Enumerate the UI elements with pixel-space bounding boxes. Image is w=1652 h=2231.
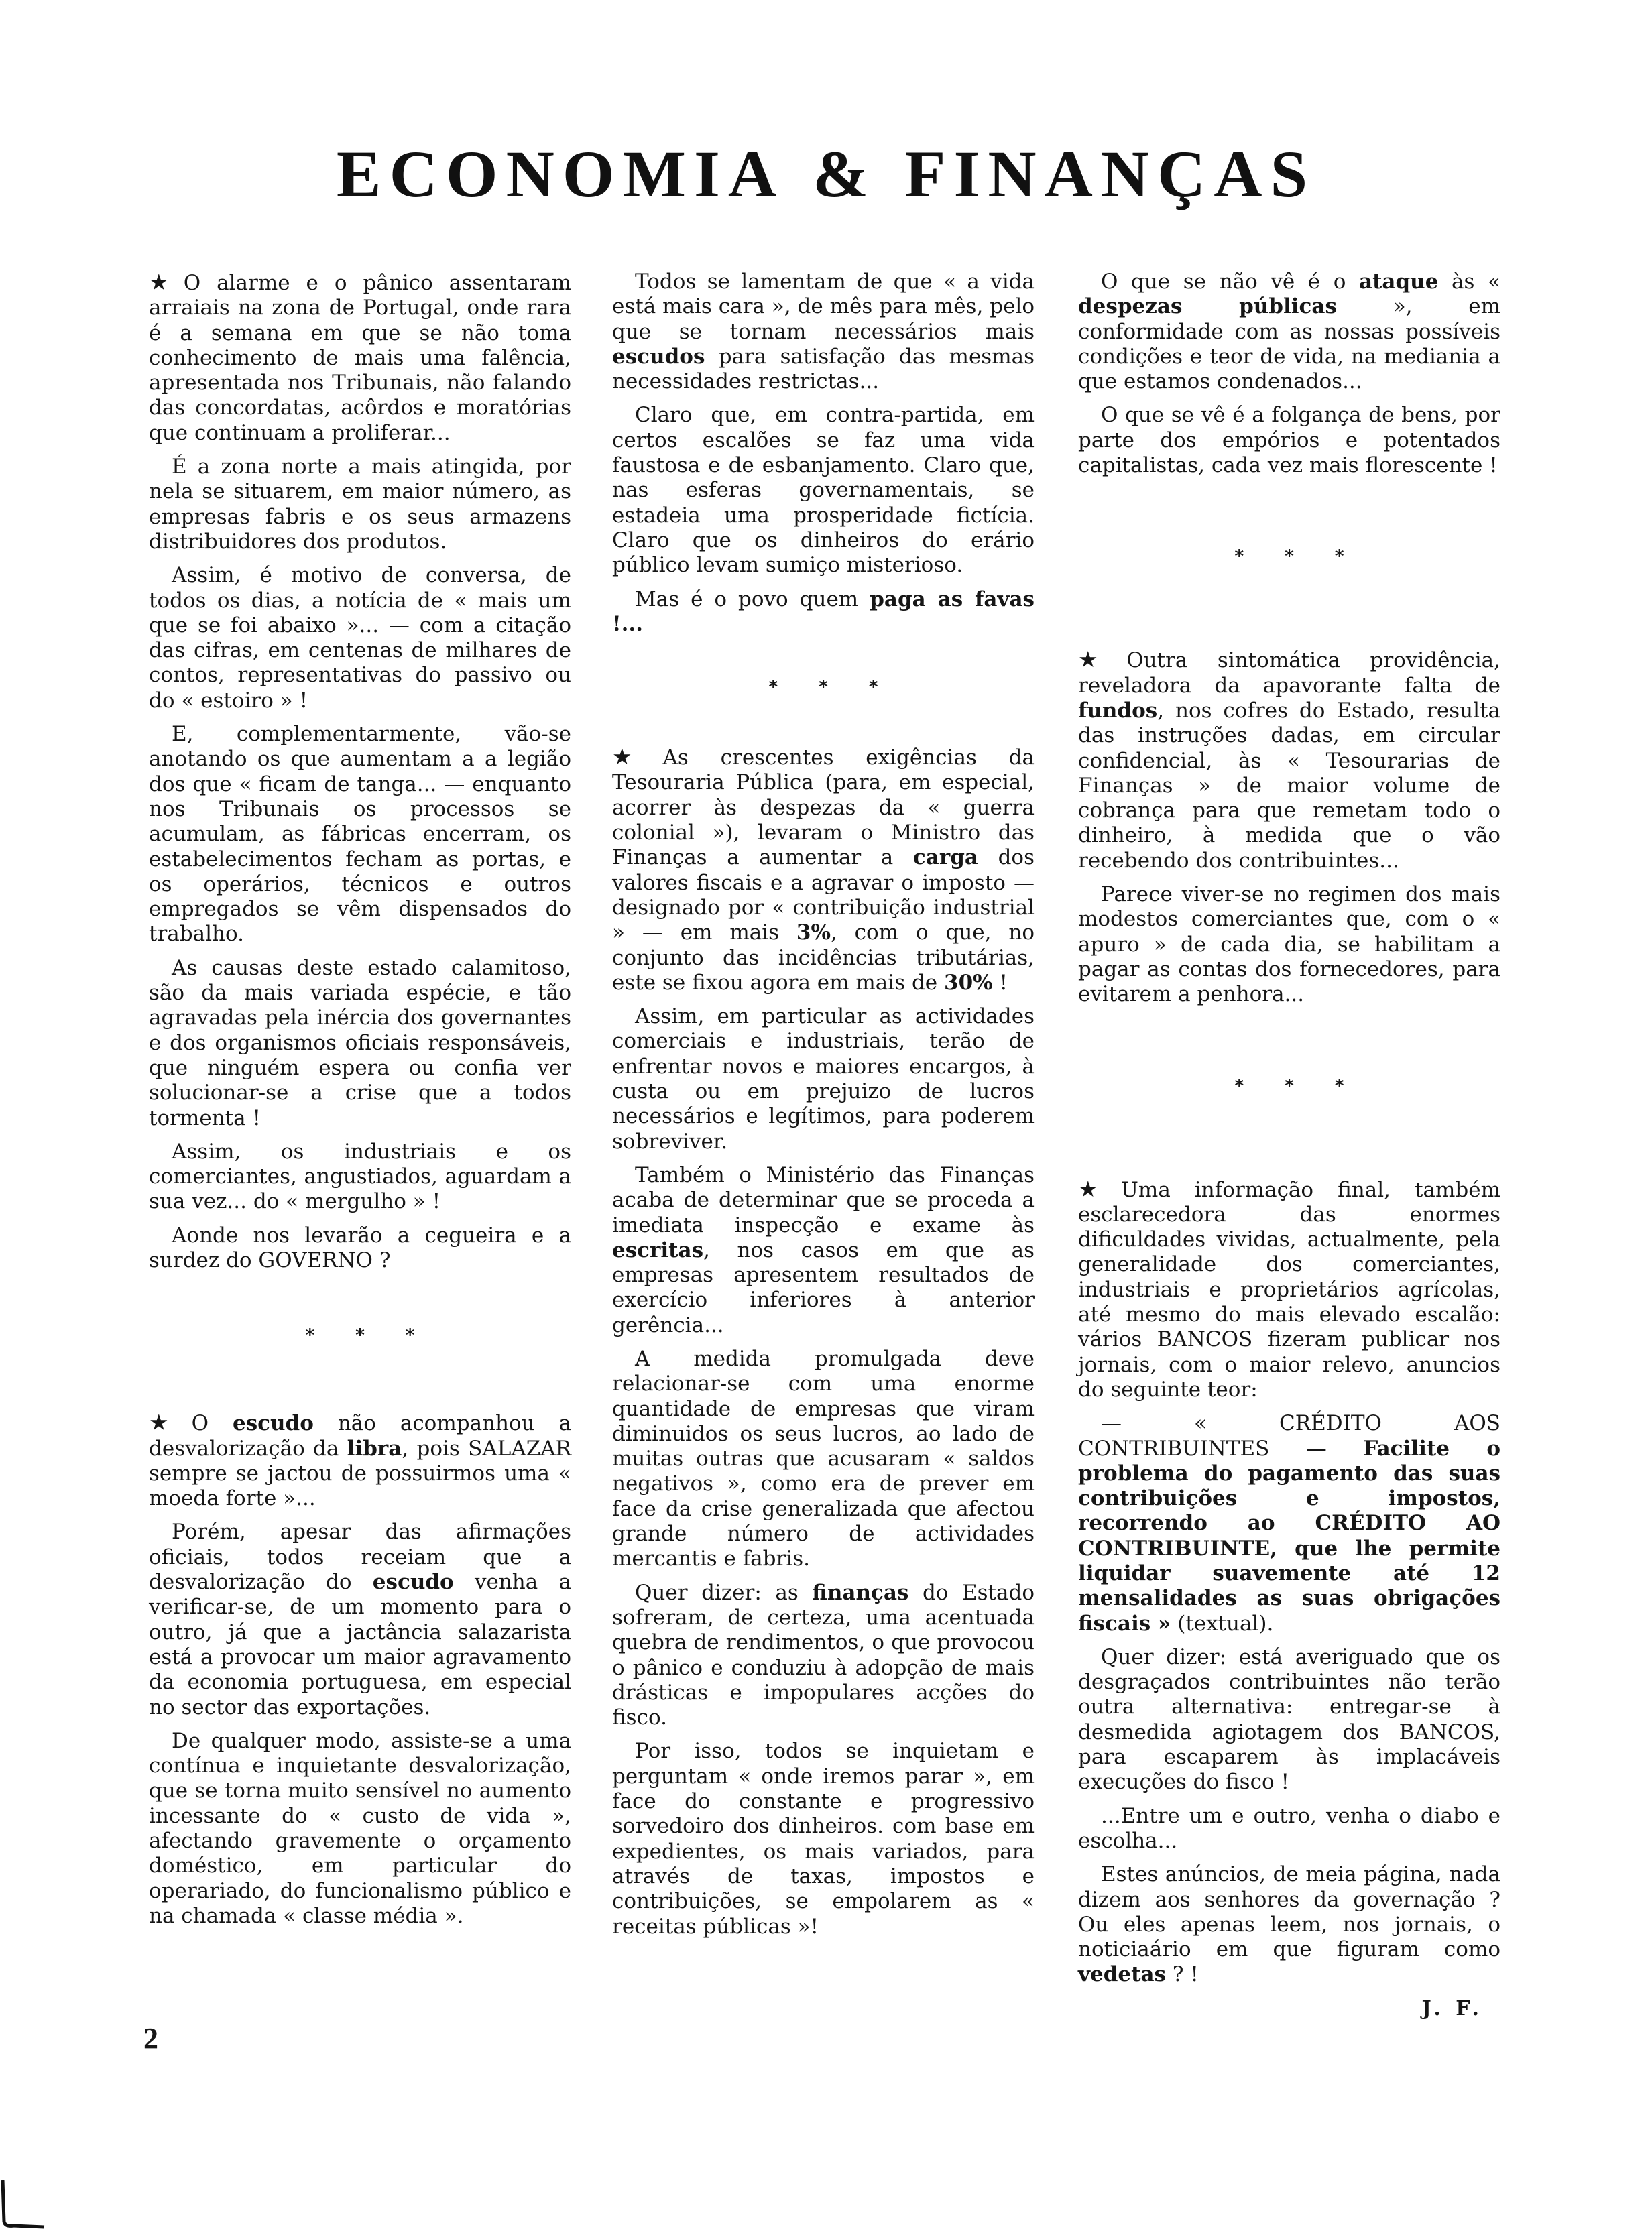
title-financas: FINANÇAS (904, 137, 1316, 211)
section-separator: * * * (1234, 546, 1362, 567)
star-bullet-icon: ★ (1078, 646, 1122, 673)
paragraph: A medida promulgada deve relacionar-se com uma enorme quantidade de empresas que viram diminuidos os seus lucros, ao lado de muitas outras que acusaram « saldos negativos », como era de prever em face da crise generalizada que afectou grande número de actividades mercantis e fabris. (612, 1346, 1035, 1571)
paragraph: E, complementarmente, vão-se anotando os que aumentam a a legião dos que « ficam de tanga... — enquanto nos Tribunais os processos se acumulam, as fábricas encerram, os estabelecimentos fecham as portas, e os operários, técnicos e outros empregados se vêm dispensados do trabalho. (149, 722, 571, 947)
paragraph: ★ Uma informação final, também esclarecedora das enormes dificuldades vividas, actualmente, pela generalidade dos comerciantes, industriais e proprietários agrícolas, até mesmo do mais elevado escalão: vários BANCOS fizeram publicar nos jornais, com o maior relevo, anuncios do seguinte teor: (1078, 1175, 1500, 1402)
paragraph: As causas deste estado calamitoso, são da mais variada espécie, e tão agravadas pela inércia dos governantes e dos organismos oficiais responsáveis, que ninguém espera ou confia ver solucionar-se a crise que a todos tormenta ! (149, 955, 571, 1130)
paragraph: Estes anúncios, de meia página, nada dizem aos senhores da governação ? Ou eles apenas leem, nos jornais, o noticiaário em que figuram como vedetas ? ! (1078, 1862, 1500, 1987)
paragraph: Mas é o povo quem paga as favas !... (612, 587, 1035, 636)
title-ampersand: & (813, 137, 877, 211)
paragraph: De qualquer modo, assiste-se a uma contínua e inquietante desvalorização, que se torna muito sensível no aumento incessante do « custo de vida », afectando gravemente o orçamento doméstico, em particular do operariado, do funcionalismo público e na chamada « classe média ». (149, 1728, 571, 1928)
paragraph: Porém, apesar das afirmações oficiais, todos receiam que a desvalorização do escudo venha a verificar-se, de um momento para o outro, já que a jactância salazarista está a provocar um maior agravamento da economia portuguesa, em especial no sector das exportações. (149, 1520, 571, 1720)
paragraph: ★ O escudo não acompanhou a desvalorização da libra, pois SALAZAR sempre se jactou de possuirmos uma « moeda forte »... (149, 1409, 572, 1511)
page-number: 2 (143, 2022, 158, 2055)
star-bullet-icon: ★ (149, 269, 178, 295)
paragraph: ...Entre um e outro, venha o diabo e escolha... (1078, 1803, 1500, 1853)
paragraph: Aonde nos levarão a cegueira e a surdez do GOVERNO ? (149, 1223, 571, 1272)
page-title (0, 134, 1652, 215)
paragraph: — « CRÉDITO AOS CONTRIBUINTES — Facilite o problema do pagamento das suas contribuições e impostos, recorrendo ao CRÉDITO AO CONTRIBUINTE, que lhe permite liquidar suavemente até 12 mensalidades as suas obrigações fiscais » (textual). (1078, 1411, 1501, 1636)
paragraph: Também o Ministério das Finanças acaba de determinar que se proceda a imediata inspecção e exame às escritas, nos casos em que as empresas apresentem resultados de exercício inferiores à anterior gerência... (612, 1162, 1035, 1337)
paragraph: ★ O alarme e o pânico assentaram arraiais na zona de Portugal, onde rara é a semana em que se não toma conhecimento de mais uma falência, apresentada nos Tribunais, não falando das concordatas, acôrdos e moratórias que continuam a proliferar... (149, 269, 571, 445)
article-column-1 (149, 269, 571, 1937)
section-separator: * * * (1234, 1075, 1362, 1096)
paragraph: Todos se lamentam de que « a vida está mais cara », de mês para mês, pelo que se tornam necessários mais escudos para satisfação das mesmas necessidades restrictas... (612, 269, 1035, 394)
section-separator: * * * (305, 1325, 432, 1346)
section-separator: * * * (768, 677, 896, 698)
author-signature: J. F. (1421, 1996, 1483, 2021)
paragraph: Por isso, todos se inquietam e perguntam « onde iremos parar », em face do constante e progressivo sorvedoiro dos dinheiros. com base em expedientes, os mais variados, para através de taxas, impostos e contribuições, se empolarem as « receitas públicas »! (612, 1739, 1035, 1939)
paragraph: Assim, é motivo de conversa, de todos os dias, a notícia de « mais um que se foi abaixo »... — com a citação das cifras, em centenas de milhares de contos, representativas do passivo ou do « estoiro » ! (149, 563, 571, 713)
paragraph: Assim, em particular as actividades comerciais e industriais, terão de enfrentar novos e maiores encargos, à custa ou em prejuizo de lucros necessários e legítimos, para poderem sobreviver. (612, 1004, 1035, 1154)
star-bullet-icon: ★ (149, 1409, 186, 1436)
paragraph: Claro que, em contra-partida, em certos escalões se faz uma vida faustosa e de esbanjamento. Claro que, nas esferas governamentais, se estadeia uma prosperidade fictícia. Claro que os dinheiros do erário público levam sumiço misterioso. (612, 403, 1035, 578)
paragraph: Parece viver-se no regimen dos mais modestos comerciantes que, com o « apuro » de cada dia, se habilitam a pagar as contas dos fornecedores, para evitarem a penhora... (1078, 882, 1500, 1007)
paragraph: ★ Outra sintomática providência, reveladora da apavorante falta de fundos, nos cofres do Estado, resulta das instruções dadas, em circular confidencial, às « Tesourarias de Finanças » de maior volume de cobrança para que remetam todo o dinheiro, à medida que o vão recebendo dos contribuintes... (1078, 646, 1500, 873)
scan-corner-mark (0, 2180, 47, 2231)
star-bullet-icon: ★ (612, 743, 658, 770)
paragraph: O que se vê é a folgança de bens, por parte dos empórios e potentados capitalistas, cada vez mais florescente ! (1078, 403, 1500, 478)
star-bullet-icon: ★ (1078, 1175, 1116, 1202)
article-column-3 (1078, 269, 1500, 2021)
paragraph: É a zona norte a mais atingida, por nela se situarem, em maior número, as empresas fabris e os seus armazens distribuidores dos produtos. (149, 455, 571, 554)
article-column-2 (612, 269, 1035, 1948)
paragraph: O que se não vê é o ataque às « despezas públicas », em conformidade com as nossas possíveis condições e teor de vida, na mediania a que estamos condenados... (1078, 269, 1501, 394)
paragraph: ★ As crescentes exigências da Tesouraria Pública (para, em especial, acorrer às despezas da « guerra colonial »), levaram o Ministro das Finanças a aumentar a carga dos valores fiscais e a agravar o imposto — designado por « contribuição industrial » — em mais 3%, com o que, no conjunto das incidências tributárias, este se fixou agora em mais de 30% ! (612, 743, 1035, 995)
paragraph: Quer dizer: está averiguado que os desgraçados contribuintes não terão outra alternativa: entregar-se à desmedida agiotagem dos BANCOS, para escaparem às implacáveis execuções do fisco ! (1078, 1644, 1500, 1795)
paragraph: Quer dizer: as finanças do Estado sofreram, de certeza, uma acentuada quebra de rendimentos, o que provocou o pânico e conduziu à adopção de mais drásticas e impopulares acções do fisco. (612, 1580, 1035, 1730)
paragraph: Assim, os industriais e os comerciantes, angustiados, aguardam a sua vez... do « mergulho » ! (149, 1139, 571, 1214)
title-economia: ECONOMIA (336, 137, 785, 211)
